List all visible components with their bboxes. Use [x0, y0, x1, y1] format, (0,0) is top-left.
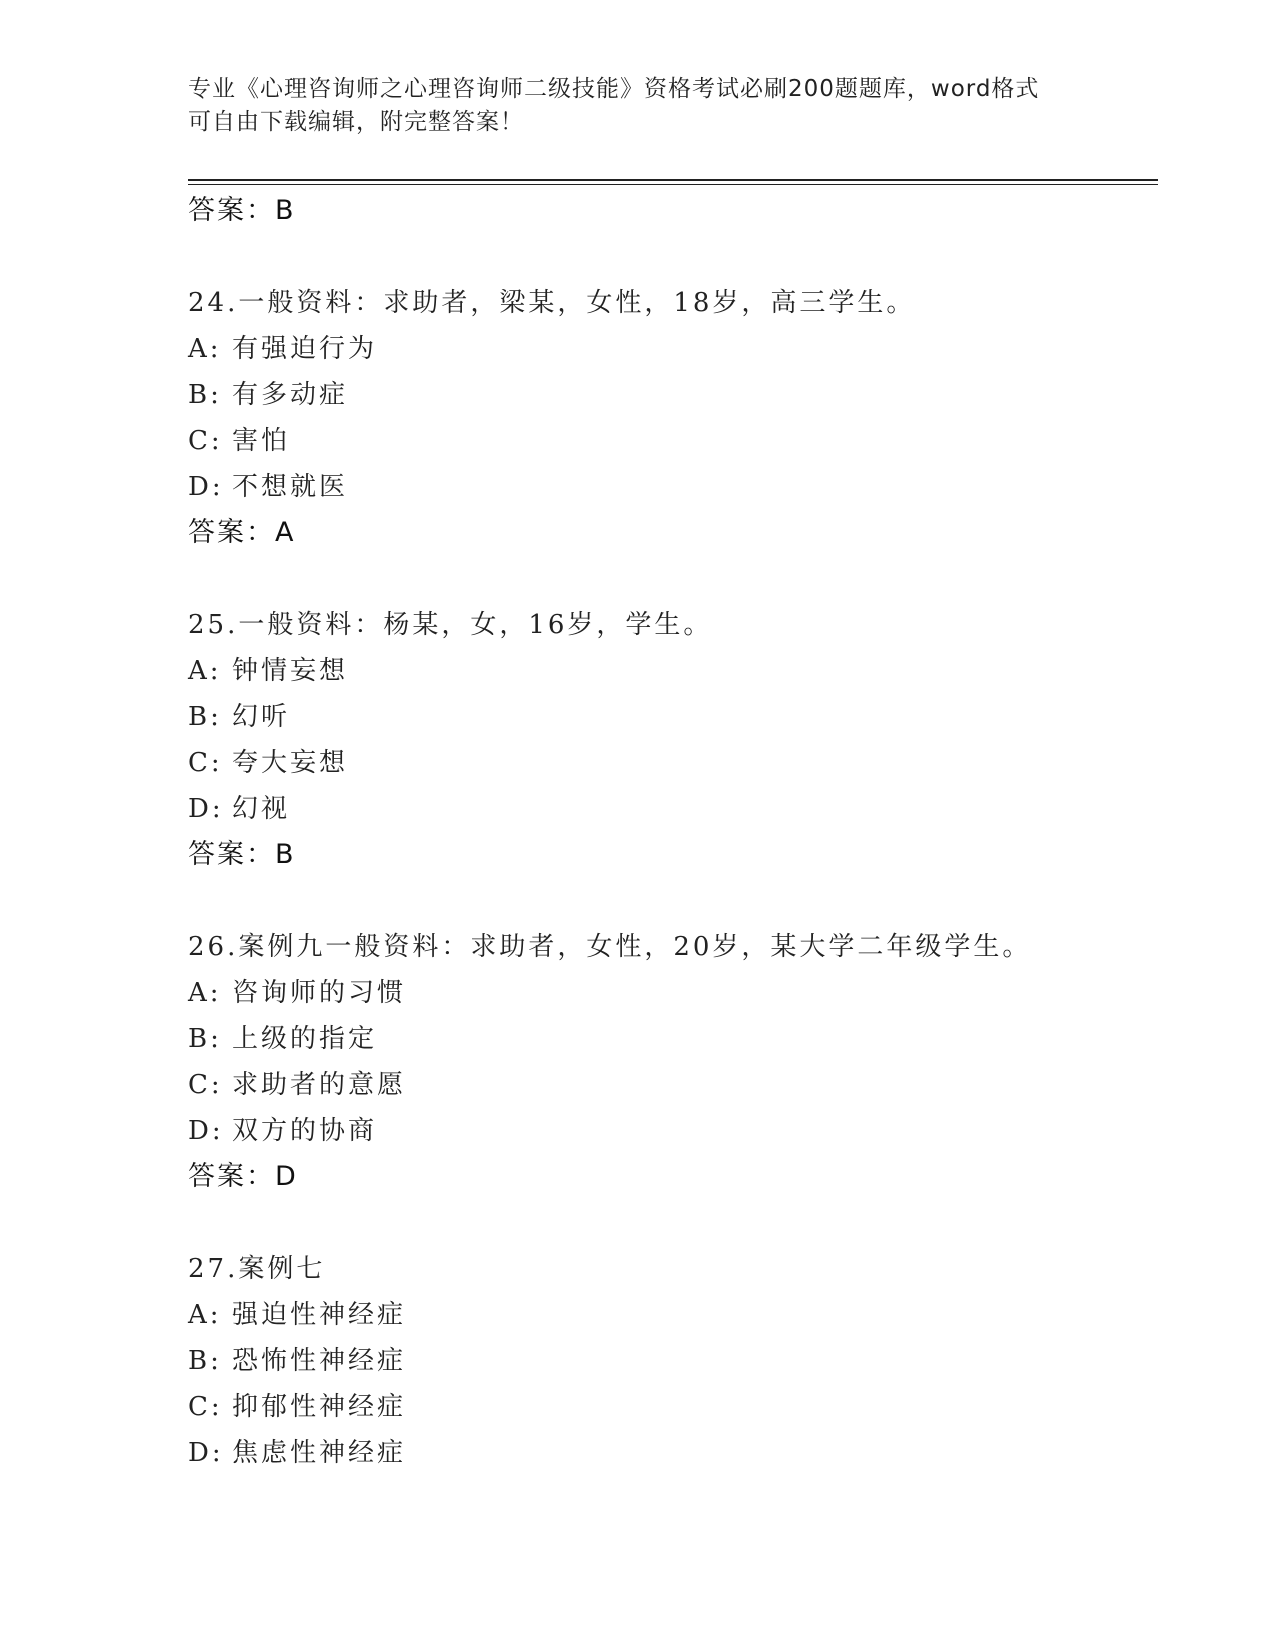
- spacer: [188, 556, 1148, 602]
- option-c: [188, 1384, 1148, 1430]
- option-text: 夸大妄想: [232, 748, 349, 778]
- question-stem: 25.一般资料：杨某，女，16岁，学生。: [188, 610, 713, 640]
- option-a: [188, 1292, 1148, 1338]
- option-letter: D:: [188, 794, 224, 824]
- option-letter: A:: [188, 978, 222, 1008]
- option-text: 强迫性神经症: [232, 1300, 407, 1330]
- spacer: [188, 234, 1148, 280]
- option-text: 幻视: [232, 794, 291, 824]
- option-d: [188, 786, 1148, 832]
- option-letter: D:: [188, 1116, 224, 1146]
- header-divider-thick: [188, 179, 1158, 181]
- option-letter: C:: [188, 1070, 223, 1100]
- option-letter: A:: [188, 1300, 222, 1330]
- question-list: [188, 188, 1148, 1476]
- option-text: 不想就医: [232, 472, 349, 502]
- option-b: [188, 372, 1148, 418]
- header-line-2: 可自由下载编辑，附完整答案！: [188, 109, 524, 135]
- option-letter: B:: [188, 1346, 222, 1376]
- question-stem: 24.一般资料：求助者，梁某，女性，18岁，高三学生。: [188, 288, 916, 318]
- option-b: [188, 1338, 1148, 1384]
- option-letter: B:: [188, 1024, 222, 1054]
- option-text: 双方的协商: [232, 1116, 378, 1146]
- option-letter: C:: [188, 426, 223, 456]
- option-letter: B:: [188, 380, 222, 410]
- option-letter: A:: [188, 656, 222, 686]
- option-letter: B:: [188, 702, 222, 732]
- option-c: [188, 740, 1148, 786]
- document-header: [188, 73, 1088, 139]
- option-a: [188, 648, 1148, 694]
- question-stem: 27.案例七: [188, 1254, 326, 1284]
- option-text: 焦虑性神经症: [232, 1438, 407, 1468]
- option-text: 恐怖性神经症: [232, 1346, 407, 1376]
- option-text: 咨询师的习惯: [232, 978, 407, 1008]
- spacer: [188, 878, 1148, 924]
- option-text: 求助者的意愿: [232, 1070, 407, 1100]
- spacer: [188, 1200, 1148, 1246]
- option-d: [188, 1108, 1148, 1154]
- option-text: 有多动症: [232, 380, 349, 410]
- option-a: [188, 326, 1148, 372]
- answer-line: 答案：B: [188, 839, 296, 870]
- answer-line: 答案：A: [188, 517, 296, 548]
- option-b: [188, 1016, 1148, 1062]
- option-letter: C:: [188, 1392, 223, 1422]
- option-letter: D:: [188, 1438, 224, 1468]
- option-letter: A:: [188, 334, 222, 364]
- option-text: 抑郁性神经症: [232, 1392, 407, 1422]
- option-text: 害怕: [232, 426, 291, 456]
- option-text: 上级的指定: [232, 1024, 378, 1054]
- answer-line: 答案：B: [188, 195, 296, 226]
- option-b: [188, 694, 1148, 740]
- option-a: [188, 970, 1148, 1016]
- option-c: [188, 418, 1148, 464]
- option-d: [188, 1430, 1148, 1476]
- option-d: [188, 464, 1148, 510]
- header-line-1: 专业《心理咨询师之心理咨询师二级技能》资格考试必刷200题题库，word格式: [188, 76, 1040, 102]
- option-text: 幻听: [232, 702, 291, 732]
- header-divider-thin: [188, 184, 1158, 185]
- option-text: 有强迫行为: [232, 334, 378, 364]
- answer-line: 答案：D: [188, 1161, 298, 1192]
- option-letter: C:: [188, 748, 223, 778]
- option-letter: D:: [188, 472, 224, 502]
- option-text: 钟情妄想: [232, 656, 349, 686]
- question-stem: 26.案例九一般资料：求助者，女性，20岁，某大学二年级学生。: [188, 932, 1032, 962]
- option-c: [188, 1062, 1148, 1108]
